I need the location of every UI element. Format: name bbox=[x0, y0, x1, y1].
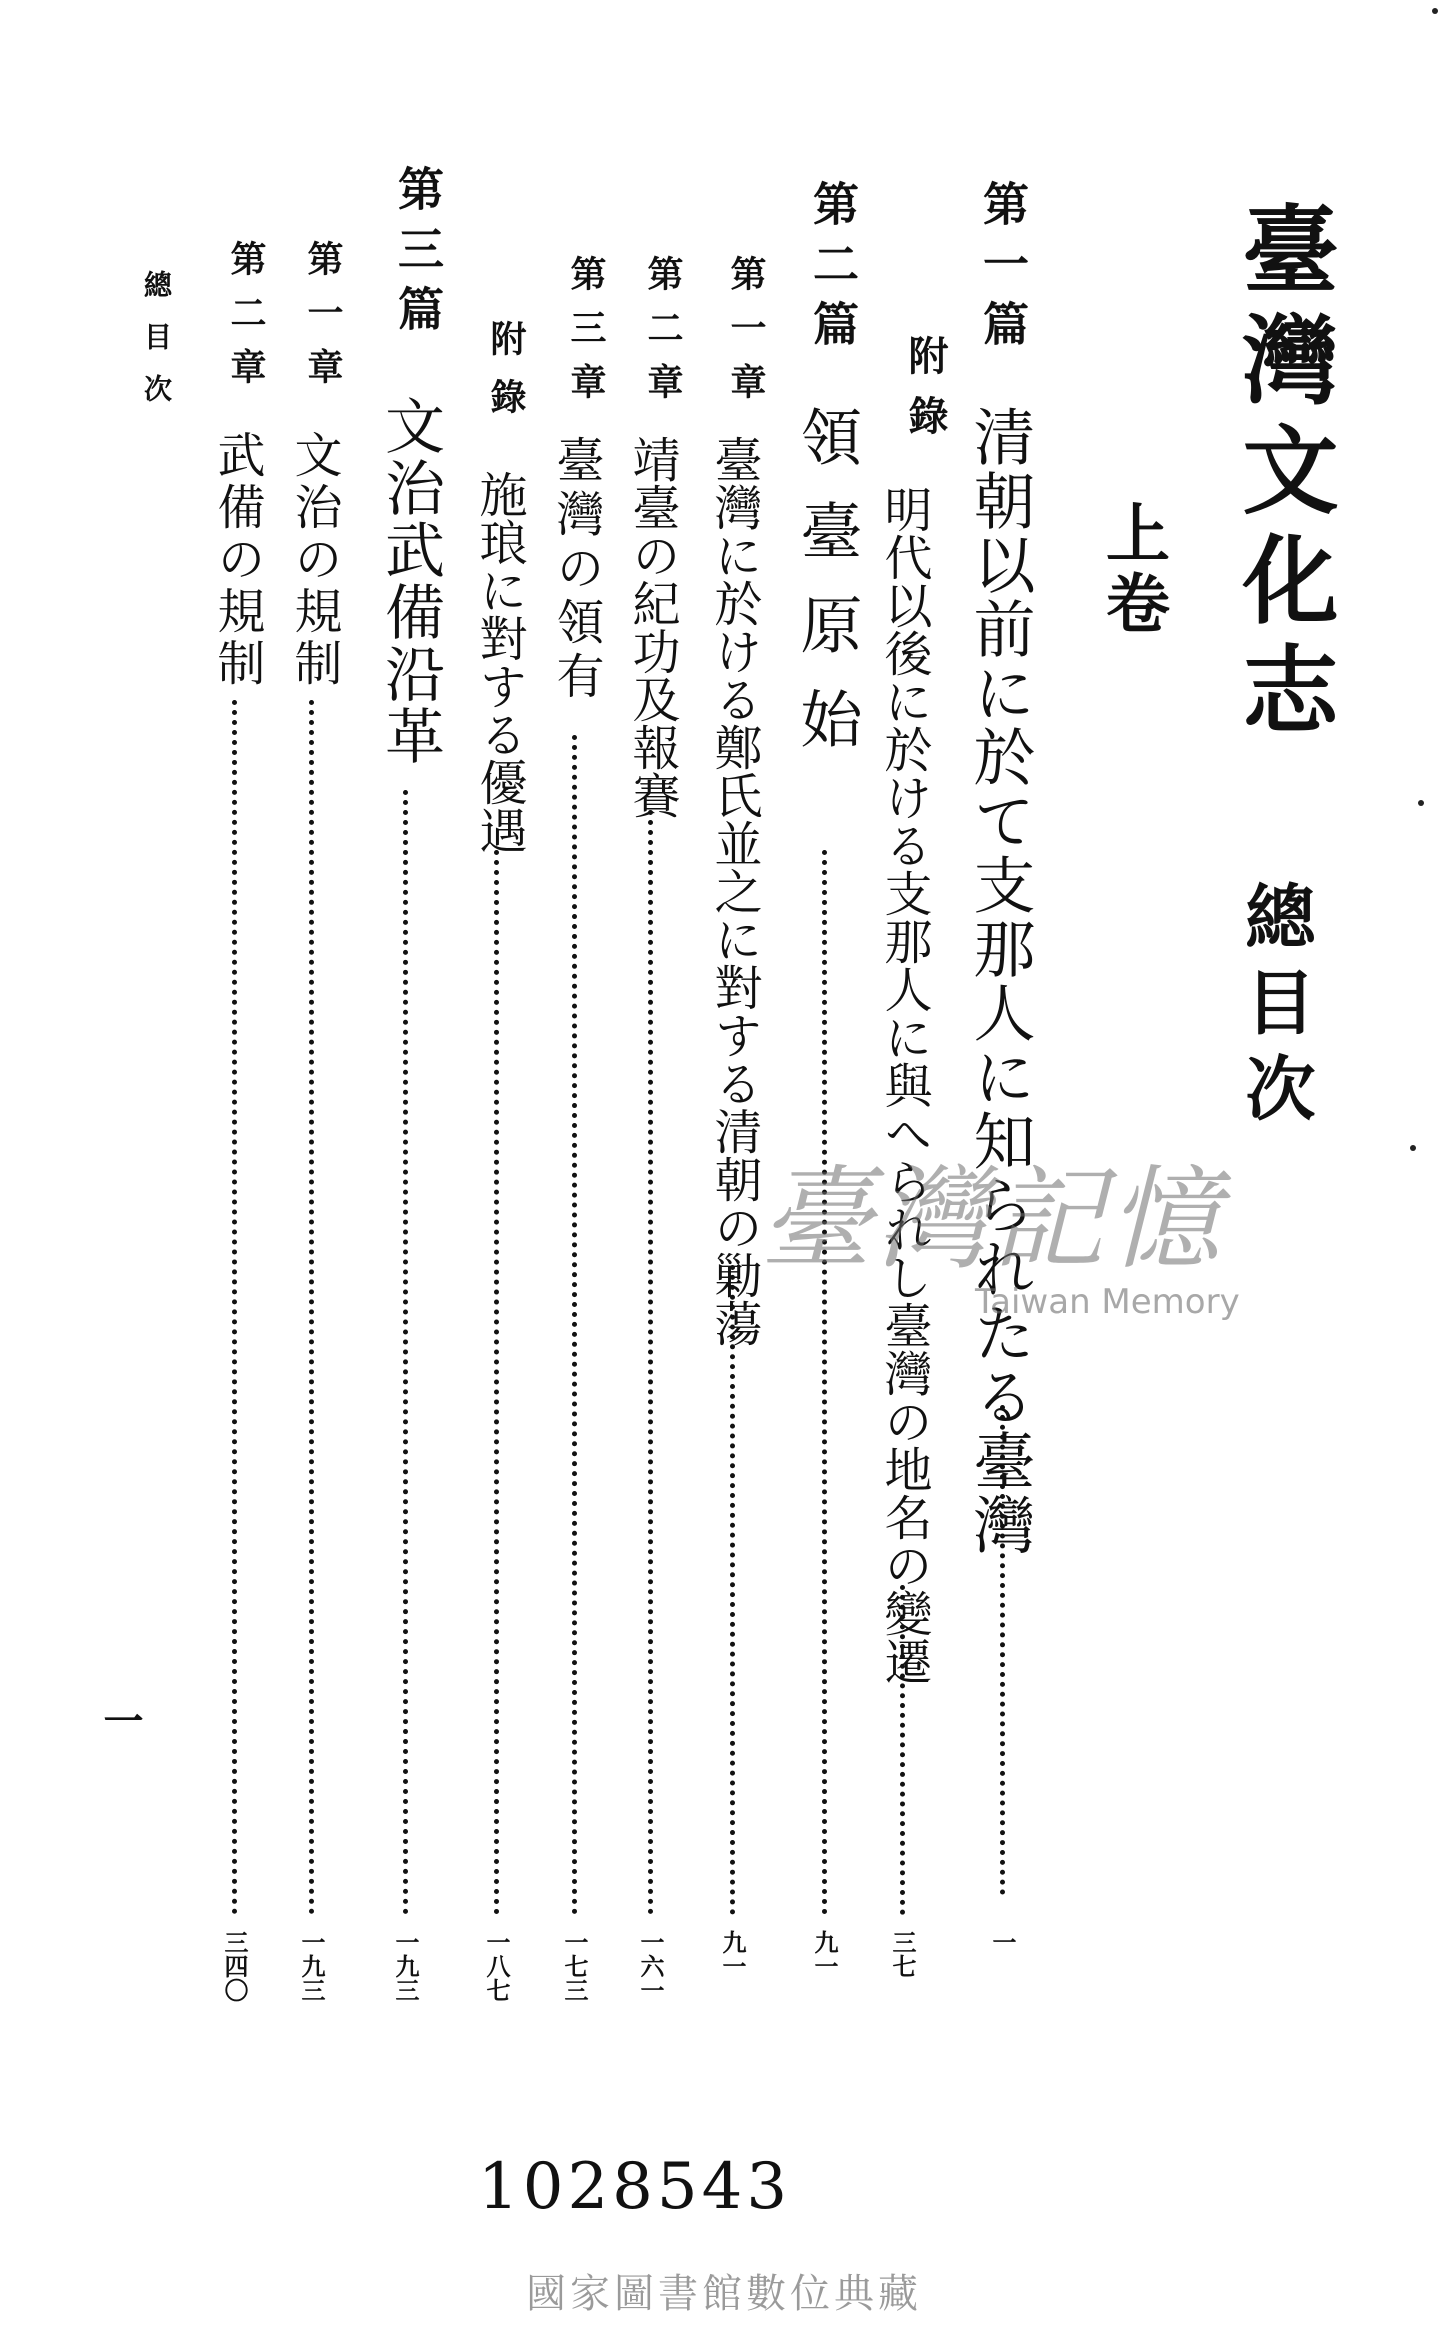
toc-entry-title: 領臺原始 bbox=[790, 405, 863, 781]
catalog-number: 1028543 bbox=[478, 2150, 792, 2224]
leader-dots bbox=[730, 1265, 735, 1915]
leader-dots bbox=[822, 850, 827, 1915]
scan-speck bbox=[1410, 1145, 1416, 1151]
toc-entry-title: 武備の規制 bbox=[209, 430, 265, 690]
leader-dots bbox=[309, 700, 314, 1915]
toc-entry-title: 明代以後に於ける支那人に與へられし臺灣の地名の變遷 bbox=[876, 485, 932, 1685]
book-title: 臺灣文化志 bbox=[1227, 200, 1340, 750]
leader-dots bbox=[1000, 1405, 1005, 1895]
watermark-english: Taiwan Memory bbox=[975, 1282, 1240, 1322]
toc-entry-page: 三七 bbox=[888, 1930, 917, 1978]
toc-entry-label: 第三章 bbox=[565, 255, 607, 417]
scan-speck bbox=[1418, 800, 1424, 806]
page-folio: 一 bbox=[97, 1700, 144, 1740]
toc-entry-page: 一九三 bbox=[391, 1930, 420, 2002]
toc-entry-title: 文治武備沿革 bbox=[375, 395, 445, 767]
toc-entry-page: 一九三 bbox=[297, 1930, 326, 2002]
toc-entry-title: 施琅に對する優遇 bbox=[471, 470, 527, 854]
scan-speck bbox=[1432, 8, 1438, 14]
leader-dots bbox=[232, 700, 237, 1915]
toc-entry-page: 九一 bbox=[810, 1930, 839, 1978]
toc-entry-label: 附錄 bbox=[485, 320, 527, 436]
toc-entry-label: 第一篇 bbox=[976, 180, 1030, 360]
leader-dots bbox=[403, 790, 408, 1915]
volume-label: 上卷 bbox=[1095, 500, 1170, 640]
toc-entry-label: 第二章 bbox=[642, 255, 684, 417]
toc-entry-label: 第一章 bbox=[725, 255, 767, 417]
leader-dots bbox=[900, 1585, 905, 1915]
toc-entry-page: 一 bbox=[988, 1930, 1017, 1954]
toc-entry-title: 文治の規制 bbox=[286, 430, 342, 690]
watermark-logo: 臺灣記憶 bbox=[760, 1155, 1224, 1285]
running-head: 總目次 bbox=[140, 270, 173, 426]
leader-dots bbox=[494, 850, 499, 1915]
leader-dots bbox=[648, 810, 653, 1915]
toc-entry-title: 臺灣の領有 bbox=[548, 435, 604, 705]
toc-entry-label: 第二章 bbox=[225, 240, 267, 402]
toc-entry-title: 清朝以前に於て支那人に知られたる臺灣 bbox=[963, 405, 1036, 1557]
leader-dots bbox=[572, 735, 577, 1915]
toc-entry-label: 第三篇 bbox=[391, 165, 445, 345]
toc-entry-page: 一六一 bbox=[636, 1930, 665, 2002]
library-credit: 國家圖書館數位典藏 bbox=[526, 2271, 922, 2317]
toc-entry-title: 靖臺の紀功及報賽 bbox=[624, 435, 680, 819]
toc-entry-page: 三四〇 bbox=[220, 1930, 249, 2002]
toc-entry-page: 九一 bbox=[718, 1930, 747, 1978]
toc-entry-label: 附錄 bbox=[902, 335, 949, 455]
toc-entry-label: 第二篇 bbox=[806, 180, 860, 360]
toc-subtitle: 總目次 bbox=[1234, 880, 1317, 1138]
toc-entry-page: 一七三 bbox=[560, 1930, 589, 2002]
toc-entry-page: 一八七 bbox=[482, 1930, 511, 2002]
toc-entry-title: 臺灣に於ける鄭氏並之に對する清朝の勦蕩 bbox=[706, 435, 762, 1347]
toc-entry-label: 第一章 bbox=[302, 240, 344, 402]
